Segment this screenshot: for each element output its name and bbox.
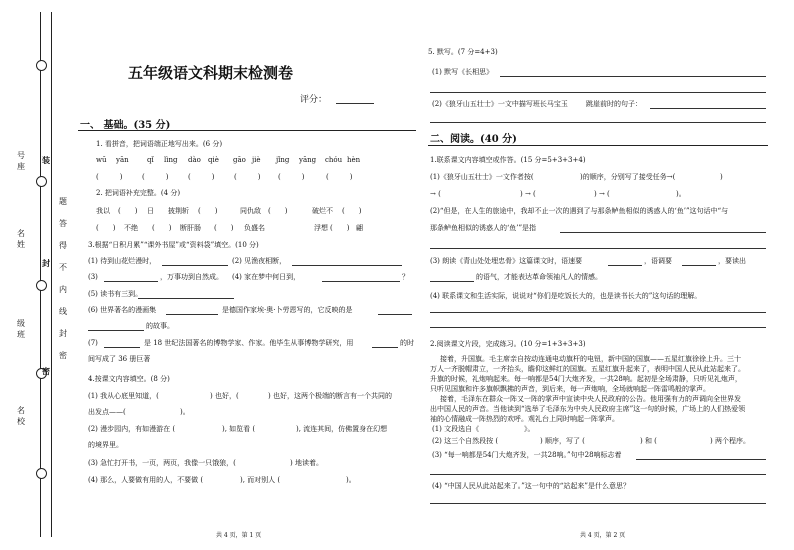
r2-item-2-end: ) 两个程序。 — [710, 437, 750, 445]
pinyin: lìng — [164, 156, 178, 164]
fill-word: 日 — [147, 207, 154, 215]
answer-bracket[interactable]: ( ) — [96, 173, 123, 181]
fill-word: 我以 — [96, 207, 110, 215]
notice-char: 题 — [59, 197, 67, 206]
answer-line[interactable] — [292, 265, 402, 266]
passage-line: 接着，毛泽东在群众一阵又一阵的掌声中宣读中央人民政府的公告。他用强有力的声调向全世界发 — [440, 395, 741, 403]
answer-bracket[interactable]: ( ) — [278, 173, 305, 181]
answer-line[interactable] — [104, 347, 140, 348]
q4-item-3-end: ) 地读着。 — [290, 459, 323, 467]
passage-line: 接着，升国旗。毛主席亲自按动连通电动旗杆的电钮，新中国的国旗——五星红旗徐徐上升。三十 — [440, 355, 741, 363]
answer-bracket[interactable]: ( ) — [188, 173, 215, 181]
q4-item-1-end: ) 也好，这两个极端的断言有一个共同的 — [268, 392, 392, 400]
q3-item-7-end: 的时 — [400, 339, 414, 347]
answer-bracket[interactable]: ( ) — [330, 224, 350, 232]
question-3: 3.根据“日积月累”“课外书屋”或“资料袋”填空。(10 分) — [88, 241, 259, 249]
answer-bracket[interactable]: ( ) — [326, 173, 353, 181]
answer-bracket[interactable]: ( ) — [142, 173, 169, 181]
seal-char: 封 — [42, 258, 50, 268]
q3-item-6: (6) 世界著名的漫画集 — [88, 306, 157, 314]
binding-hole — [36, 60, 47, 71]
notice-char: 内 — [59, 285, 67, 294]
answer-bracket[interactable]: ( ) — [234, 173, 261, 181]
q3-item-4: (4) 家在梦中何日到， — [232, 273, 301, 281]
r1-item-1-line2b: ) → ( — [520, 190, 536, 198]
pinyin: jiè — [252, 156, 261, 164]
q4-item-1-line2: 出发点——( — [88, 408, 126, 416]
answer-line[interactable] — [88, 330, 144, 331]
answer-line[interactable] — [104, 281, 158, 282]
pinyin: wū — [96, 156, 107, 164]
q3-item-6-end: 的故事。 — [146, 322, 174, 330]
answer-line[interactable] — [608, 265, 642, 266]
r1-item-2-line2: 那条鲈鱼相似的诱惑人的‘鱼’”是指 — [430, 224, 537, 232]
question-5: 5. 默写。(7 分=4+3) — [428, 48, 498, 56]
r2-item-1-end: 》。 — [524, 425, 535, 433]
reading-question-2: 2.阅读课文片段，完成练习。(10 分=1+3+3+3) — [430, 340, 586, 348]
answer-bracket[interactable]: ( ) — [214, 224, 234, 232]
binding-line-inner — [51, 12, 52, 537]
q4-item-2-line2: 的境界里。 — [88, 441, 123, 449]
r1-item-2: (2)“但是，在人生的旅途中，我却不止一次的遇到了与那条鲈鱼相似的诱惑人的‘鱼’”这句话中“与 — [430, 207, 729, 215]
section-reading-heading: 二、阅读。(40 分) — [430, 134, 517, 145]
r2-item-2-mid2: ) 和 ( — [640, 437, 657, 445]
pinyin: qiè — [208, 156, 219, 164]
q4-item-2: (2) 漫步园内，有如漫游在 ( — [88, 425, 176, 433]
r2-item-1: (1) 文段选自《 — [432, 425, 480, 433]
question-4: 4.按课文内容填空。(8 分) — [88, 375, 170, 383]
score-blank[interactable] — [336, 103, 374, 104]
q4-item-4-end: )。 — [346, 476, 356, 484]
fill-word: 断肝肠 — [180, 224, 201, 232]
question-1: 1. 看拼音，把词语端正地写出来。(6 分) — [96, 140, 223, 148]
pinyin: yān — [116, 156, 129, 164]
notice-char: 密 — [59, 351, 67, 360]
r1-item-3-line2: 的语气，才能表达革命领袖凡人的情感。 — [476, 273, 602, 281]
pinyin: gāo — [233, 156, 246, 164]
seat-number-label: 号座 — [17, 151, 25, 171]
q4-item-2-mid: ), 如览看 ( — [222, 425, 256, 433]
answer-line[interactable] — [430, 92, 766, 93]
r1-item-1: (1)《狼牙山五壮士》一文作者按( — [430, 173, 534, 181]
r2-item-2-mid: ) 顺序，写了 ( — [540, 437, 585, 445]
fill-word: 同仇敌 — [240, 207, 261, 215]
r2-item-3: (3) “每一响都是54门大炮齐发，一共28响。”句中28响标志着 — [432, 451, 622, 459]
q4-item-1: (1) 我从心底里知道，( — [88, 392, 159, 400]
answer-line[interactable] — [430, 122, 766, 123]
q3-item-7-line2: 间写成了 36 册巨著 — [88, 355, 151, 363]
r1-item-3-end: ，要读出 — [718, 257, 746, 265]
fill-word: 翩 — [356, 224, 363, 232]
answer-line[interactable] — [162, 265, 228, 266]
fill-word: 不绝 — [124, 224, 138, 232]
q3-item-3: (3) — [88, 273, 98, 281]
answer-line[interactable] — [500, 76, 766, 77]
pinyin: yāng — [299, 156, 317, 164]
seal-char: 装 — [42, 155, 50, 165]
r2-item-4: (4) “中国人民从此站起来了。”这一句中的“站起来”是什么意思？ — [432, 482, 630, 490]
answer-line[interactable] — [372, 347, 398, 348]
answer-line[interactable] — [636, 459, 766, 460]
q4-item-1-mid: ) 也好，( — [210, 392, 239, 400]
r2-item-2: (2) 这三个自然段按 ( — [432, 437, 499, 445]
q3-item-4-end: ？ — [402, 273, 409, 281]
q3-item-1: (1) 待到山花烂漫时， — [88, 257, 157, 265]
fill-word: 破烂不 — [312, 207, 333, 215]
q3-item-3-text: ，万事功到自然成。 — [160, 273, 223, 281]
notice-char: 线 — [59, 307, 67, 316]
q5-item-1: (1) 默写《长相思》 — [432, 68, 494, 76]
binding-hole — [36, 176, 47, 187]
q3-item-6-text: 是德国作家埃·奥·卜劳恩写的，它反映的是 — [222, 306, 353, 314]
answer-line[interactable] — [430, 327, 766, 328]
answer-line[interactable] — [430, 248, 766, 249]
r1-item-4: (4) 联系课文和生活实际，说说对“你们是吃饭长大的，也是读书长大的”这句话的理解。 — [430, 292, 702, 300]
pinyin: dào — [188, 156, 201, 164]
name-label: 名姓 — [17, 229, 25, 249]
r1-item-3-mid: ，语调要 — [644, 257, 672, 265]
answer-line[interactable] — [430, 503, 766, 504]
binding-hole — [36, 468, 47, 479]
r1-item-3: (3) 朗读《青山处处埋忠骨》这篇课文时，语速要 — [430, 257, 583, 265]
page-footer: 共 4 页，第 1 页 — [216, 532, 262, 539]
r1-item-1-line2d: )。 — [676, 190, 686, 198]
r1-item-1-line2: → ( — [430, 190, 441, 198]
r1-item-1-mid: )的顺序，分别写了接受任务→( — [580, 173, 676, 181]
r1-item-1-line2c: ) → ( — [594, 190, 610, 198]
q3-item-7: (7) — [88, 339, 98, 347]
page-footer: 共 4 页，第 2 页 — [580, 532, 626, 539]
notice-char: 得 — [59, 241, 67, 250]
pinyin: hèn — [347, 156, 361, 164]
answer-line[interactable] — [430, 281, 474, 282]
passage-line: 升旗的时候，礼炮响起来。每一响都是54门大炮齐发，一共28响。起初是全场肃静，只听见礼炮声， — [430, 375, 742, 383]
reading-question-1: 1.联系课文内容填空或作答。(15 分=5+3+3+4) — [430, 156, 586, 164]
q3-item-7-text: 是 18 世纪法国著名的博物学家、作家。他毕生从事博物学研究，用 — [144, 339, 354, 347]
fill-word: 浮想 — [314, 224, 328, 232]
answer-bracket[interactable]: ( ) — [96, 224, 116, 232]
fill-word: 负盛名 — [244, 224, 265, 232]
passage-line: 万人一齐脱帽肃立，一齐抬头，瞻仰这鲜红的国旗。五星红旗升起来了，表明中国人民从此站起来了。 — [430, 365, 745, 373]
fill-word: 披荆斩 — [168, 207, 189, 215]
seal-char: 密 — [42, 366, 50, 376]
q5-item-2: (2)《狼牙山五壮士》一文中描写班长马宝玉 — [432, 100, 568, 108]
r1-item-1-end: ) — [720, 173, 723, 181]
answer-line[interactable] — [166, 314, 218, 315]
answer-line[interactable] — [138, 298, 234, 299]
answer-line[interactable] — [430, 474, 766, 475]
answer-bracket[interactable]: ( ) — [152, 224, 172, 232]
notice-char: 答 — [59, 219, 67, 228]
answer-line[interactable] — [322, 281, 400, 282]
pinyin: qǐ — [147, 156, 154, 164]
q4-item-2-end: ), 流连其间，仿佛置身在幻想 — [296, 425, 388, 433]
answer-bracket[interactable]: ( ) — [118, 207, 138, 215]
q3-item-5: (5) 读书有三到。 — [88, 290, 143, 298]
binding-line-outer — [40, 12, 41, 537]
answer-bracket[interactable]: ( ) — [198, 207, 218, 215]
answer-line[interactable] — [650, 108, 766, 109]
q4-item-4: (4) 那么，人要做有用的人，不要做 ( — [88, 476, 204, 484]
section-basics-heading: 一、 基础。(35 分) — [80, 120, 171, 131]
class-label: 级班 — [17, 319, 25, 339]
answer-line[interactable] — [378, 314, 412, 315]
q4-item-3: (3) 急忙打开书，一页，两页，我像一只饿狼，( — [88, 459, 236, 467]
passage-line: 袖的心情融成一阵热烈的欢呼。观礼台上同时响起一阵掌声。 — [430, 415, 619, 423]
passage-line: 只听见国旗和许多旗帜飘拂的声音，到后来，每一声炮响，全场就响起一阵雷鸣般的掌声。 — [430, 385, 710, 393]
section-divider — [428, 145, 768, 146]
pinyin: jǐng — [276, 156, 290, 164]
school-label: 名校 — [17, 406, 25, 426]
answer-line[interactable] — [682, 265, 716, 266]
section-divider — [78, 130, 416, 131]
page-title: 五年级语文科期末检测卷 — [128, 64, 294, 82]
notice-char: 封 — [59, 329, 67, 338]
q4-item-1-close: )。 — [180, 408, 190, 416]
score-label: 评分： — [300, 95, 328, 105]
question-2: 2. 把词语补充完整。(4 分) — [96, 189, 181, 197]
passage-line: 出中国人民的声音。当他读到“选举了毛泽东为中央人民政府主席”这一句的时候，广场上的人们热爱领 — [430, 405, 746, 413]
answer-bracket[interactable]: ( ) — [268, 207, 288, 215]
pinyin: chóu — [325, 156, 343, 164]
binding-hole — [36, 280, 47, 291]
q3-item-2: (2) 见渔夜相断， — [232, 257, 287, 265]
answer-line[interactable] — [430, 312, 766, 313]
answer-bracket[interactable]: ( ) — [342, 207, 362, 215]
q4-item-4-mid: ), 而对别人 ( — [240, 476, 281, 484]
q5-item-2-end: 跳崖前时的句子： — [586, 100, 642, 108]
notice-char: 不 — [59, 263, 67, 272]
answer-line[interactable] — [560, 232, 766, 233]
